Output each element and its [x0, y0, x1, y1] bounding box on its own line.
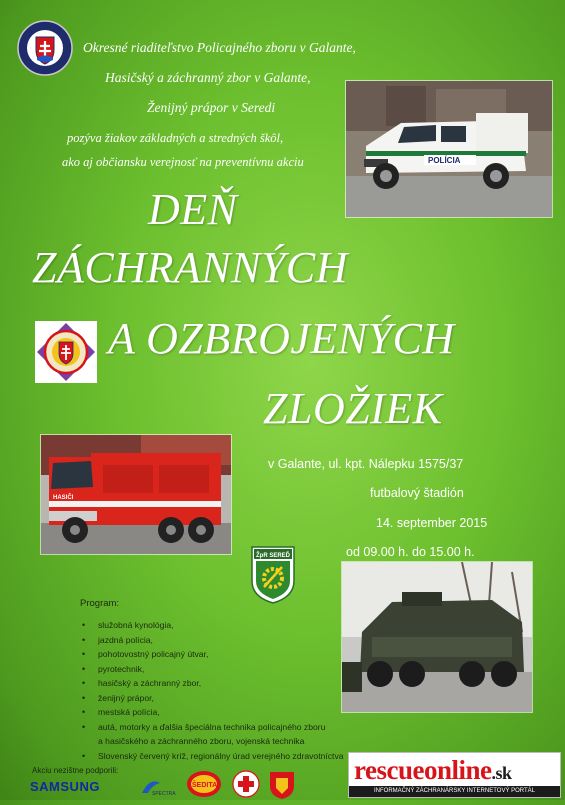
intro-line-3: Ženijný prápor v Seredi	[147, 100, 276, 115]
intro-line-4: pozýva žiakov základných a stredných škôl,	[67, 131, 284, 145]
samsung-logo: SAMSUNG	[30, 779, 100, 794]
bullet-icon: •	[82, 663, 86, 674]
event-time: od 09.00 h. do 15.00 h.	[346, 545, 475, 559]
spectra-logo	[140, 775, 180, 797]
bullet-icon: •	[82, 634, 86, 645]
sered-badge-label: ŽpR SEREĎ	[256, 553, 291, 559]
bullet-icon: •	[82, 707, 86, 717]
intro-line-1: Okresné riaditeľstvo Policajného zboru v Galante,	[83, 40, 356, 55]
program-label: Program:	[80, 598, 120, 609]
rescueonline-tld: .sk	[491, 763, 512, 783]
bullet-icon: •	[82, 721, 86, 732]
sponsors-label: Akciu nezištne podporili:	[32, 766, 119, 775]
program-item: • jazdná polícia,	[82, 633, 344, 648]
event-address: v Galante, ul. kpt. Nálepku 1575/37	[268, 457, 464, 471]
title-line-3: A OZBROJENÝCH	[108, 314, 455, 363]
intro-line-5: ako aj občiansku verejnosť na preventívnu akciu	[62, 155, 304, 169]
program-item: • ženijný prápor,	[82, 691, 344, 706]
program-item: • mestská polícia,	[82, 705, 344, 720]
sedita-logo	[186, 770, 222, 798]
bullet-icon: •	[82, 649, 86, 659]
police-car-label: POLÍCIA	[428, 156, 461, 165]
intro-line-2: Hasičský a záchranný zbor v Galante,	[105, 70, 311, 85]
title-line-1: DEŇ	[148, 185, 238, 234]
program-item: • Slovenský červený kríž, regionálny úrad verejného zdravotníctva	[82, 749, 344, 764]
rescueonline-tagline: INFORMAČNÝ ZÁCHRANÁRSKY INTERNETOVÝ PORTÁL	[349, 786, 560, 797]
program-list	[82, 618, 344, 763]
title-line-4: ZLOŽIEK	[263, 384, 443, 433]
bullet-icon: •	[82, 692, 86, 703]
program-item: • hasičský a záchranný zbor,	[82, 676, 344, 691]
title-line-2: ZÁCHRANNÝCH	[32, 243, 349, 292]
rescueonline-logo	[354, 755, 512, 786]
police-emblem	[17, 20, 73, 76]
program-item: • pyrotechnik,	[82, 662, 344, 677]
rescueonline-name: rescueonline	[354, 755, 492, 785]
military-vehicle-photo	[341, 561, 533, 713]
program-item-continuation: a hasičského a záchranného zboru, vojenská technika	[98, 736, 305, 746]
sedita-text: ŠEDITA	[192, 782, 218, 789]
bullet-icon: •	[82, 750, 86, 761]
event-venue: futbalový štadión	[370, 486, 464, 500]
event-date: 14. september 2015	[376, 516, 488, 530]
police-car-photo	[345, 80, 553, 218]
bullet-icon: •	[82, 678, 86, 688]
sered-battalion-badge	[250, 545, 296, 605]
program-item: • autá, motorky a ďalšia špeciálna technika policajného zboru	[82, 720, 344, 735]
bullet-icon: •	[82, 620, 86, 630]
firetruck-label: HASIČI	[53, 495, 74, 501]
fire-rescue-emblem	[34, 320, 98, 384]
rescueonline-banner	[348, 752, 561, 798]
red-cross-logo	[231, 770, 261, 798]
program-item: • služobná kynológia,	[82, 618, 344, 633]
spectra-text: SPECTRA	[152, 791, 176, 797]
program-item: • pohotovostný policajný útvar,	[82, 647, 344, 662]
firetruck-photo	[40, 434, 232, 555]
galanta-coat-of-arms	[268, 770, 296, 800]
